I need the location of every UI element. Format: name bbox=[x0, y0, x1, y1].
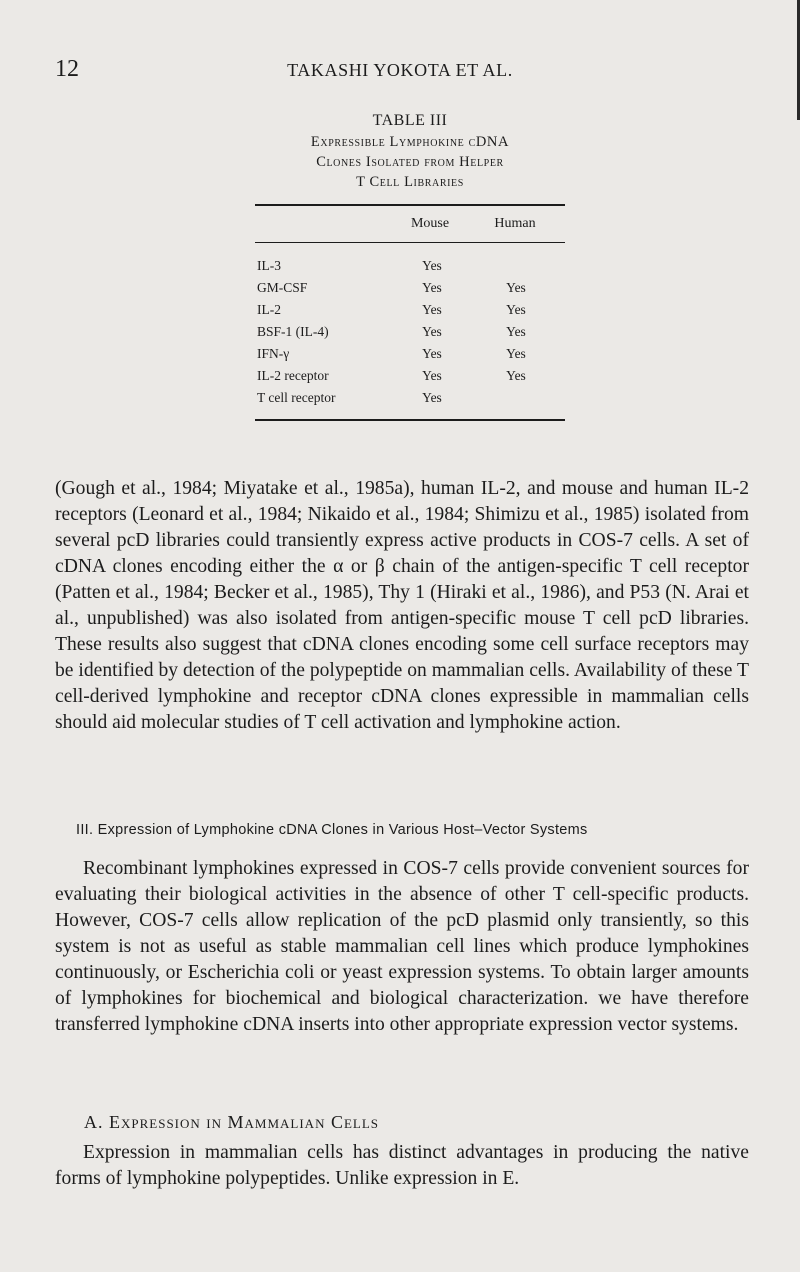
table-title-line-3: T Cell Libraries bbox=[356, 174, 464, 190]
row-human: Yes bbox=[506, 324, 526, 339]
running-title: TAKASHI YOKOTA ET AL. bbox=[287, 60, 513, 80]
row-mouse: Yes bbox=[422, 346, 442, 361]
row-name: IFN-γ bbox=[257, 346, 290, 361]
table-title-line-2: Clones Isolated from Helper bbox=[316, 154, 504, 170]
row-mouse: Yes bbox=[422, 280, 442, 295]
row-name: IL-2 receptor bbox=[257, 368, 329, 383]
row-name: GM-CSF bbox=[257, 280, 308, 295]
row-human: Yes bbox=[506, 368, 526, 383]
table-row bbox=[255, 299, 565, 321]
body-paragraph-1: (Gough et al., 1984; Miyatake et al., 1985a), human IL-2, and mouse and human IL-2 receptors (Leonard et al., 1984; Nikaido et al., 1984; Shimizu et al., 1985) isolated from several pcD libraries could transiently express active products in COS-7 cells. A set of cDNA clones encoding either the α or β chain of the antigen-specific T cell receptor (Patten et al., 1984; Becker et al., 1985), Thy 1 (Hiraki et al., 1986), and P53 (N. Arai et al., unpublished) was also isolated from antigen-specific mouse T cell pcD libraries. These results also suggest that cDNA clones encoding some cell surface receptors may be identified by detection of the polypeptide on mammalian cells. Availability of these T cell-derived lymphokine and receptor cDNA clones expressible in mammalian cells should aid molecular studies of T cell activation and lymphokine action. bbox=[55, 478, 749, 733]
table-row bbox=[255, 277, 565, 299]
running-head bbox=[55, 56, 745, 86]
table-row bbox=[255, 343, 565, 365]
row-mouse: Yes bbox=[422, 368, 442, 383]
body-paragraph-2: Recombinant lymphokines expressed in COS-7 cells provide convenient sources for evaluating their biological activities in the absence of other T cell-specific products. However, COS-7 cells allow replication of the pcD plasmid only transiently, so this system is not as useful as stable mammalian cell lines which produce lymphokines continuously, or Escherichia coli or yeast expression systems. To obtain larger amounts of lymphokines for biochemical and biological characterization. we have therefore transferred lymphokine cDNA inserts into other appropriate expression vector systems. bbox=[55, 858, 749, 1035]
table-header-mouse: Mouse bbox=[410, 216, 450, 231]
row-mouse: Yes bbox=[422, 324, 442, 339]
row-human: Yes bbox=[506, 302, 526, 317]
table-row bbox=[255, 255, 565, 277]
table-iii bbox=[255, 110, 565, 421]
section-heading: III. Expression of Lymphokine cDNA Clones in Various Host–Vector Systems bbox=[76, 822, 588, 838]
table-bottom-rule bbox=[255, 419, 565, 421]
row-mouse: Yes bbox=[422, 258, 442, 273]
table-header-row bbox=[255, 206, 565, 242]
row-name: BSF-1 (IL-4) bbox=[257, 324, 329, 339]
subsection-heading: A. Expression in Mammalian Cells bbox=[84, 1112, 380, 1132]
table-row bbox=[255, 321, 565, 343]
row-mouse: Yes bbox=[422, 302, 442, 317]
table-body bbox=[255, 243, 565, 409]
table-row bbox=[255, 365, 565, 387]
table-row bbox=[255, 387, 565, 409]
row-name: T cell receptor bbox=[257, 390, 336, 405]
table-title-line-1: Expressible Lymphokine cDNA bbox=[310, 134, 510, 150]
row-name: IL-3 bbox=[257, 258, 281, 273]
table-header-human: Human bbox=[494, 216, 536, 231]
body-paragraph-3: Expression in mammalian cells has distinct advantages in producing the native forms of lymphokine polypeptides. Unlike expression in E. bbox=[55, 1142, 749, 1189]
row-human: Yes bbox=[506, 346, 526, 361]
page-number: 12 bbox=[55, 56, 79, 82]
row-mouse: Yes bbox=[422, 390, 442, 405]
row-name: IL-2 bbox=[257, 302, 281, 317]
row-human: Yes bbox=[506, 280, 526, 295]
table-label: TABLE III bbox=[372, 112, 448, 129]
